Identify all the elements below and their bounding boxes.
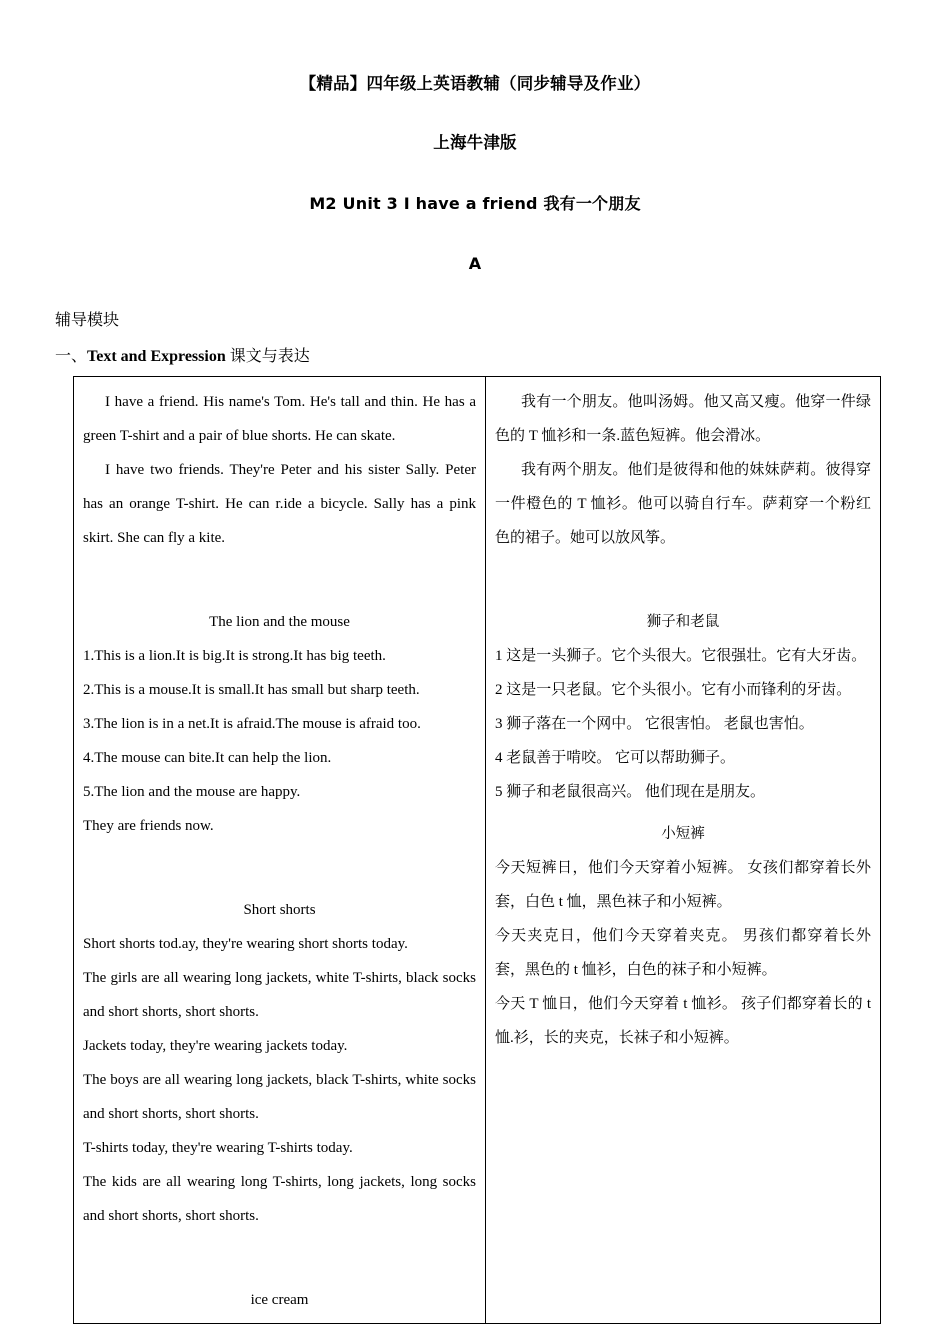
- chinese-passage2-line-4: 4 老鼠善于啃咬。 它可以帮助狮子。: [495, 750, 736, 766]
- spacer: [83, 843, 476, 877]
- english-passage2-line-3: 3.The lion is in a net.It is afraid.The mouse is afraid too.: [83, 716, 421, 732]
- spacer: [83, 555, 476, 589]
- table-cell-english: [74, 377, 486, 1324]
- spacer: [495, 555, 871, 589]
- english-passage2-line-6: They are friends now.: [83, 818, 214, 834]
- chinese-passage2-line-1: 1 这是一头狮子。它个头很大。它很强壮。它有大牙齿。: [495, 648, 867, 664]
- chinese-passage1-para2: 我有两个朋友。他们是彼得和他的妹妹萨莉。彼得穿一件橙色的 T 恤衫。他可以骑自行车。萨莉穿一个粉红色的裙子。她可以放风筝。: [495, 462, 871, 546]
- section-title-english: Text and Expression: [87, 348, 226, 365]
- chinese-passage2-title: 狮子和老鼠: [646, 614, 720, 630]
- english-passage3-line-2: The girls are all wearing long jackets, white T-shirts, black socks and short shorts, short shorts.: [83, 970, 476, 1020]
- chinese-passage1-para1: 我有一个朋友。他叫汤姆。他又高又瘦。他穿一件绿色的 T 恤衫和一条.蓝色短裤。他会滑冰。: [495, 394, 871, 444]
- english-passage1-para2: I have two friends. They're Peter and his sister Sally. Peter has an orange T-shirt. He can r.ide a bicycle. Sally has a pink skirt. She can fly a kite.: [83, 462, 476, 546]
- english-passage2-line-4: 4.The mouse can bite.It can help the lion.: [83, 750, 332, 766]
- section-title-chinese: 课文与表达: [225, 348, 310, 365]
- page-title-edition: 上海牛津版: [433, 133, 517, 152]
- english-passage3-line-3: Jackets today, they're wearing jackets today.: [83, 1038, 348, 1054]
- chinese-passage3-line-3: 今天 T 恤日，他们今天穿着 t 恤衫。 孩子们都穿着长的 t 恤.衫，长的夹克，长袜子和小短裤。: [495, 996, 871, 1046]
- spacer: [495, 809, 871, 817]
- english-passage3-line-1: Short shorts tod.ay, they're wearing short shorts today.: [83, 936, 408, 952]
- english-passage2-line-1: 1.This is a lion.It is big.It is strong.It has big teeth.: [83, 648, 386, 664]
- section-heading: [0, 330, 950, 366]
- page-title-section-letter: A: [468, 254, 482, 273]
- spacer: [83, 589, 476, 605]
- english-passage3-line-4: The boys are all wearing long jackets, black T-shirts, white socks and short shorts, short shorts.: [83, 1072, 476, 1122]
- module-label: 辅导模块: [55, 312, 120, 329]
- english-passage1-para1: I have a friend. His name's Tom. He's tall and thin. He has a green T-shirt and a pair of blue shorts. He can skate.: [83, 394, 476, 444]
- english-passage2-line-2: 2.This is a mouse.It is small.It has small but sharp teeth.: [83, 682, 420, 698]
- page-title-main: 【精品】四年级上英语教辅（同步辅导及作业）: [299, 74, 651, 93]
- english-passage3-line-6: The kids are all wearing long T-shirts, long jackets, long socks and short shorts, short shorts.: [83, 1174, 476, 1224]
- english-passage3-title: Short shorts: [243, 902, 316, 918]
- chinese-passage3-title: 小短裤: [661, 826, 705, 842]
- chinese-passage3-line-2: 今天夹克日，他们今天穿着夹克。 男孩们都穿着长外套，黑色的 t 恤衫，白色的袜子和小短裤。: [495, 928, 871, 978]
- english-passage2-line-5: 5.The lion and the mouse are happy.: [83, 784, 301, 800]
- english-passage3-line-5: T-shirts today, they're wearing T-shirts today.: [83, 1140, 353, 1156]
- table-cell-chinese: [486, 377, 881, 1324]
- spacer: [83, 1233, 476, 1267]
- spacer: [83, 877, 476, 893]
- chinese-passage2-line-2: 2 这是一只老鼠。它个头很小。它有小而锋利的牙齿。: [495, 682, 852, 698]
- chinese-passage2-line-5: 5 狮子和老鼠很高兴。 他们现在是朋友。: [495, 784, 766, 800]
- table-row: [74, 377, 881, 1324]
- page-title-unit: M2 Unit 3 I have a friend 我有一个朋友: [309, 194, 641, 213]
- chinese-passage3-line-1: 今天短裤日，他们今天穿着小短裤。 女孩们都穿着长外套，白色 t 恤，黑色袜子和小短裤。: [495, 860, 871, 910]
- spacer: [495, 589, 871, 605]
- english-passage2-title: The lion and the mouse: [209, 614, 350, 630]
- english-passage4-title: ice cream: [250, 1292, 309, 1308]
- spacer: [83, 1267, 476, 1283]
- section-number: 一、: [55, 348, 88, 365]
- chinese-passage2-line-3: 3 狮子落在一个网中。 它很害怕。 老鼠也害怕。: [495, 716, 814, 732]
- bilingual-text-table: [73, 376, 881, 1324]
